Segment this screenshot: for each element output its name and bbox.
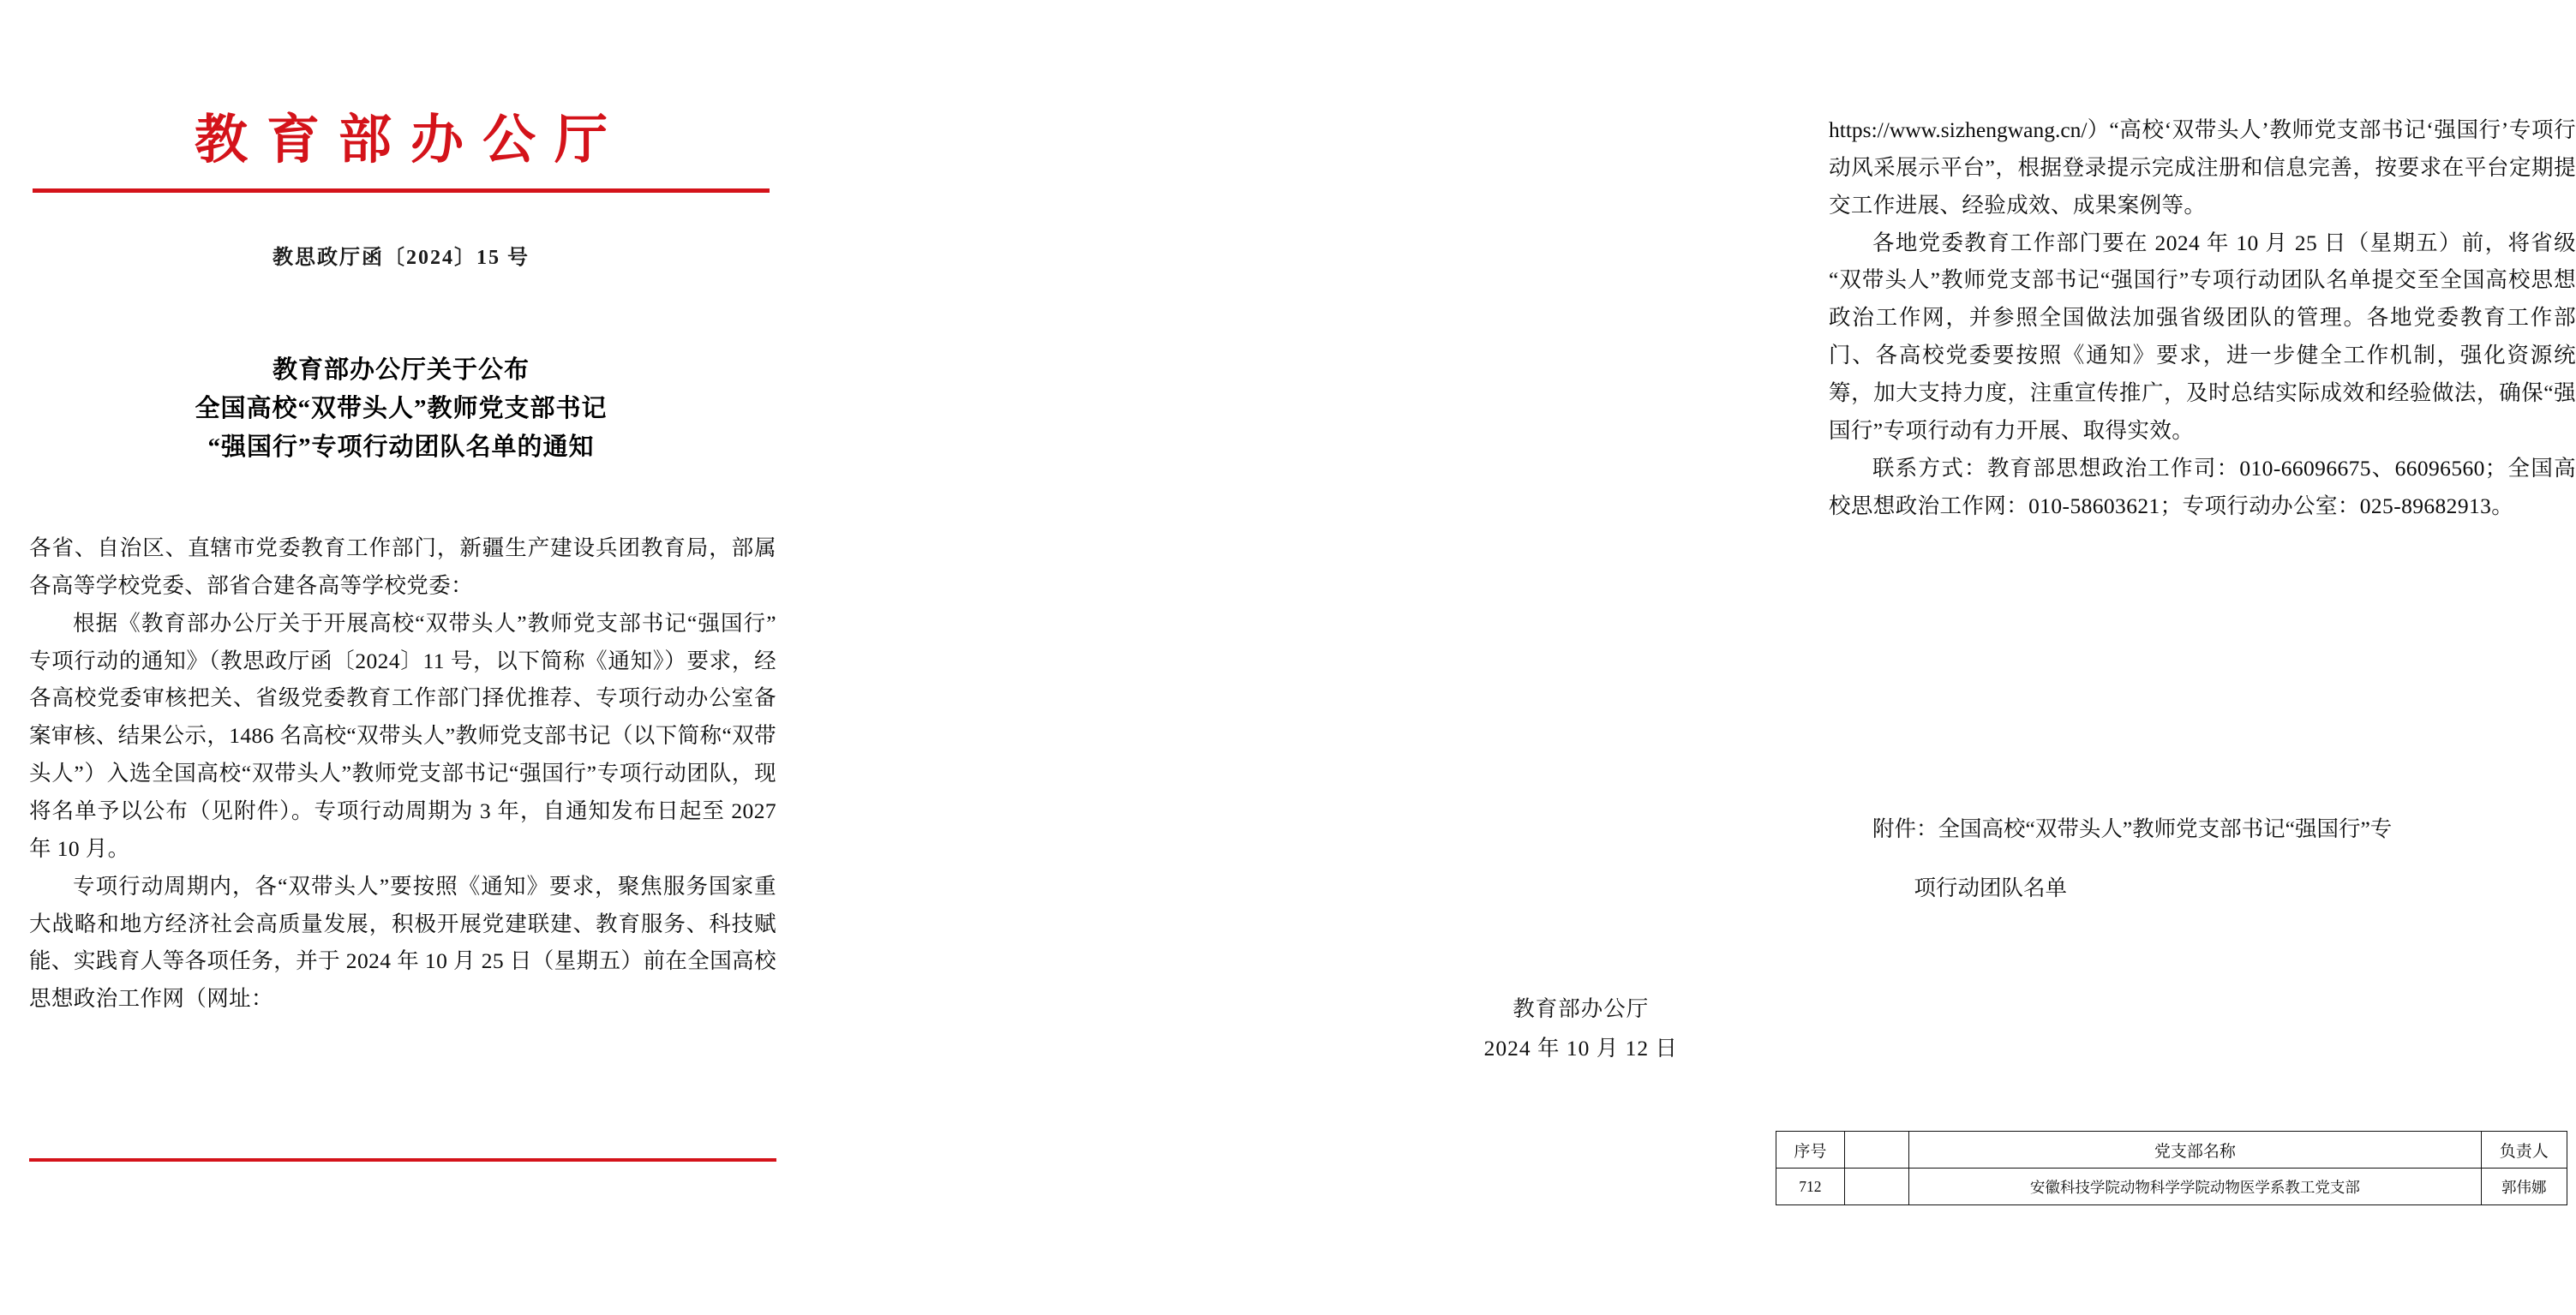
signature-block xyxy=(1484,989,1678,1068)
table-cell-spacer xyxy=(1844,1169,1909,1205)
page-title xyxy=(33,351,770,467)
paragraph-1: 根据《教育部办公厅关于开展高校“双带头人”教师党支部书记“强国行”专项行动的通知》（教思政厅函〔2024〕11 号，以下简称《通知》）要求，经各高校党委审核把关、省级党委教育工作部门择优推荐、专项行动办公室备案审核、结果公示，1486 名高校“双带头人”教师党支部书记（以下简称“双带头人”）入选全国高校“双带头人”教师党支部书记“强国行”专项行动团队，现将名单予以公布（见附件）。专项行动周期为 3 年，自通知发布日起至 2027 年 10 月。 xyxy=(29,610,776,861)
table-row xyxy=(1776,1169,2567,1205)
letterhead-red-rule xyxy=(33,188,770,193)
body-right-column xyxy=(1829,111,2576,524)
document-number: 教思政厅函〔2024〕15 号 xyxy=(273,247,530,269)
table-header-spacer xyxy=(1844,1132,1909,1169)
paragraph-2: 专项行动周期内，各“双带头人”要按照《通知》要求，聚焦服务国家重大战略和地方经济社会高质量发展，积极开展党建联建、教育服务、科技赋能、实践育人等各项任务，并于 2024 年 10 月 25 日（星期五）前在全国高校思想政治工作网（网址： xyxy=(29,873,776,1012)
title-line-2: 全国高校“双带头人”教师党支部书记 xyxy=(195,394,608,422)
table-header-leader: 负责人 xyxy=(2481,1132,2567,1169)
attachment-line-2: 项行动团队名单 xyxy=(1914,875,2067,900)
letterhead xyxy=(33,111,770,193)
paragraph-5: 联系方式：教育部思想政治工作司：010-66096675、66096560；全国高校思想政治工作网：010-58603621；专项行动办公室：025-89682913。 xyxy=(1829,455,2576,518)
body-left-column xyxy=(29,529,776,1018)
footer-red-rule xyxy=(29,1158,776,1162)
paragraph-3-text: “高校‘双带头人’教师党支部书记‘强国行’专项行动风采展示平台”，根据登录提示完成注册和信息完善，按要求在平台定期提交工作进展、经验成效、成果案例等。 xyxy=(1829,117,2576,218)
page-right xyxy=(878,0,2576,1315)
attachment-note xyxy=(1829,788,2576,929)
table-header-no: 序号 xyxy=(1776,1132,1845,1169)
attachment-table xyxy=(1776,1131,2567,1205)
title-line-1: 教育部办公厅关于公布 xyxy=(272,356,530,384)
title-line-3: “强国行”专项行动团队名单的通知 xyxy=(207,433,595,461)
table-cell-leader: 郭伟娜 xyxy=(2481,1169,2567,1205)
table-cell-no: 712 xyxy=(1776,1169,1845,1205)
attachment-line-1: 附件：全国高校“双带头人”教师党支部书记“强国行”专 xyxy=(1872,816,2393,841)
paragraph-3 xyxy=(1829,111,2576,224)
signature-issuer: 教育部办公厅 xyxy=(1513,996,1650,1021)
paragraph-4: 各地党委教育工作部门要在 2024 年 10 月 25 日（星期五）前，将省级“双带头人”教师党支部书记“强国行”专项行动团队名单提交至全国高校思想政治工作网，并参照全国做法加强省级团队的管理。各地党委教育工作部门、各高校党委要按照《通知》要求，进一步健全工作机制，强化资源统筹，加大支持力度，注重宣传推广，及时总结实际成效和经验做法，确保“强国行”专项行动有力开展、取得实效。 xyxy=(1829,230,2576,443)
salutation-paragraph: 各省、自治区、直辖市党委教育工作部门，新疆生产建设兵团教育局，部属各高等学校党委、部省合建各高等学校党委： xyxy=(29,535,776,598)
table-header-branch-name: 党支部名称 xyxy=(1909,1132,2481,1169)
signature-date: 2024 年 10 月 12 日 xyxy=(1483,1035,1678,1061)
table-cell-branch-name: 安徽科技学院动物科学学院动物医学系教工党支部 xyxy=(1909,1169,2481,1205)
table-header-row xyxy=(1776,1132,2567,1169)
page-left xyxy=(0,0,878,1315)
platform-url: https://www.sizhengwang.cn/） xyxy=(1829,117,2110,142)
letterhead-title: 教育部办公厅 xyxy=(194,111,626,170)
